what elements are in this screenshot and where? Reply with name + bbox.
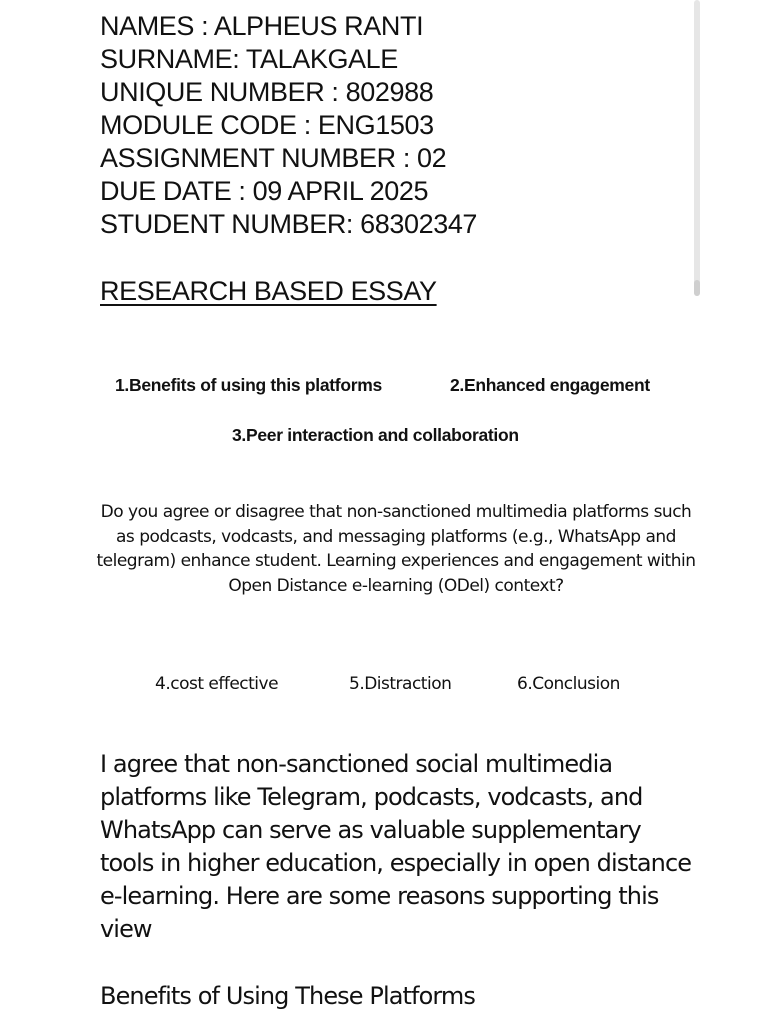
names-line: NAMES : ALPHEUS RANTI: [100, 11, 424, 41]
toc-item-peer-interaction: 3.Peer interaction and collaboration: [232, 425, 519, 445]
unique-number-line: UNIQUE NUMBER : 802988: [100, 77, 434, 107]
student-number-line: STUDENT NUMBER: 68302347: [100, 209, 478, 239]
assignment-number-line: ASSIGNMENT NUMBER : 02: [100, 143, 447, 173]
surname-line: SURNAME: TALAKGALE: [100, 44, 398, 74]
student-details: [100, 10, 680, 241]
section-subheading: Benefits of Using These Platforms: [100, 982, 475, 1010]
essay-title: RESEARCH BASED ESSAY: [100, 276, 437, 306]
due-date-line: DUE DATE : 09 APRIL 2025: [100, 176, 429, 206]
body-paragraph: I agree that non-sanctioned social multimedia platforms like Telegram, podcasts, vodcasts, and WhatsApp can serve as valuable supplementary tools in higher education, especially in open distance e-learning. Here are some reasons supporting this view: [100, 750, 692, 943]
module-code-line: MODULE CODE : ENG1503: [100, 110, 434, 140]
scrollbar-thumb[interactable]: [694, 280, 700, 296]
essay-question: Do you agree or disagree that non-sanctioned multimedia platforms such as podcasts, vodcasts, and messaging platforms (e.g., WhatsApp and telegram) enhance student. Learning experiences and engagement within Open Distance e-learning (ODel) context?: [96, 502, 696, 596]
toc-item-conclusion: 6.Conclusion: [517, 674, 620, 694]
toc-item-engagement: 2.Enhanced engagement: [450, 375, 650, 395]
toc-item-distraction: 5.Distraction: [349, 674, 452, 694]
toc-item-benefits: 1.Benefits of using this platforms: [115, 375, 382, 395]
toc-item-cost-effective: 4.cost effective: [155, 674, 279, 694]
vertical-scrollbar[interactable]: [694, 0, 700, 296]
